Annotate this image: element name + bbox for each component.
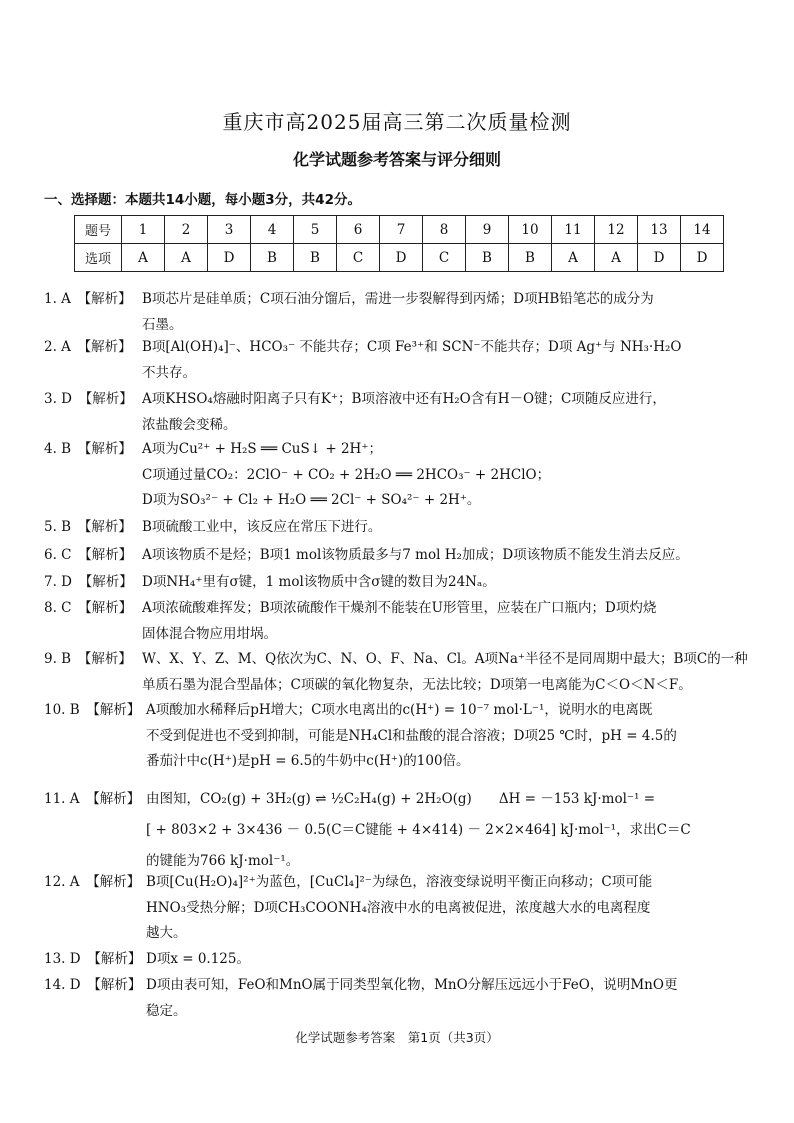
explanation-line: A项浓硫酸难挥发；B项浓硫酸作干燥剂不能装在U形管里，应装在广口瓶内；D项灼烧 — [142, 600, 657, 616]
answer-table — [74, 215, 724, 272]
explanation-line: B项[Al(OH)₄]⁻、HCO₃⁻ 不能共存；C项 Fe³⁺和 SCN⁻不能共存；D项 Ag⁺与 NH₃·H₂O — [142, 339, 682, 355]
question-number: 1 — [122, 216, 165, 244]
explanation-line: W、X、Y、Z、M、Q依次为C、N、O、F、Na、Cl。A项Na⁺半径不是同周期中最大；B项C的一种 — [142, 651, 748, 667]
answer-cell: A — [552, 244, 595, 272]
explanation-line: B项[Cu(H₂O)₄]²⁺为蓝色，[CuCl₄]²⁻为绿色，溶液变绿说明平衡正向移动；C项可能 — [146, 874, 653, 890]
explanation-line: 番茄汁中c(H⁺)是pH = 6.5的牛奶中c(H⁺)的100倍。 — [146, 753, 470, 769]
answer-number: 14. D 【解析】 — [44, 977, 142, 993]
answer-cell: D — [208, 244, 251, 272]
explanation-line: 单质石墨为混合型晶体；C项碳的氧化物复杂，无法比较；D项第一电离能为C＜O＜N＜F。 — [142, 676, 692, 693]
section-heading: 一、选择题：本题共14小题，每小题3分，共42分。 — [44, 192, 361, 208]
answer-cell: B — [466, 244, 509, 272]
explanation-line: A项酸加水稀释后pH增大；C项水电离出的c(H⁺) = 10⁻⁷ mol·L⁻¹，说明水的电离既 — [146, 702, 653, 718]
page-title: 重庆市高2025届高三第二次质量检测 — [222, 110, 572, 134]
answer-explanation — [44, 543, 752, 569]
question-number: 11 — [552, 216, 595, 244]
answer-number: 5. B 【解析】 — [44, 519, 132, 535]
answer-number: 4. B 【解析】 — [44, 441, 132, 457]
page-subtitle: 化学试题参考答案与评分细则 — [292, 150, 501, 169]
answer-cell: D — [638, 244, 681, 272]
answer-explanation — [44, 437, 752, 514]
answer-explanation — [44, 596, 752, 647]
explanation-line: A项为Cu²⁺ + H₂S ══ CuS↓ + 2H⁺； — [142, 441, 382, 457]
answer-number: 13. D 【解析】 — [44, 951, 142, 967]
explanation-line: B项硫酸工业中，该反应在常压下进行。 — [142, 519, 382, 535]
page-footer: 化学试题参考答案 第1页（共3页） — [295, 1030, 499, 1045]
question-number: 6 — [337, 216, 380, 244]
question-number: 8 — [423, 216, 466, 244]
question-number: 13 — [638, 216, 681, 244]
question-number: 5 — [294, 216, 337, 244]
row-label: 选项 — [75, 244, 122, 272]
answer-explanation — [44, 570, 752, 596]
answer-number: 10. B 【解析】 — [44, 702, 141, 718]
explanation-line: A项该物质不是烃；B项1 mol该物质最多与7 mol H₂加成；D项该物质不能发生消去反应。 — [142, 547, 689, 563]
answer-explanation — [44, 515, 752, 541]
explanation-line: D项由表可知，FeO和MnO属于同类型氧化物，MnO分解压远远小于FeO，说明MnO更 — [146, 977, 678, 993]
answer-explanation — [44, 387, 752, 438]
answer-number: 9. B 【解析】 — [44, 651, 132, 667]
answer-cell: D — [681, 244, 724, 272]
question-number: 4 — [251, 216, 294, 244]
answer-explanation — [44, 947, 752, 973]
answer-cell: C — [423, 244, 466, 272]
explanation-line: 浓盐酸会变稀。 — [142, 416, 237, 433]
explanation-line: D项为SO₃²⁻ + Cl₂ + H₂O ══ 2Cl⁻ + SO₄²⁻ + 2H⁺。 — [142, 492, 481, 508]
answer-number: 11. A 【解析】 — [44, 791, 141, 807]
answer-explanation — [44, 870, 752, 947]
answer-explanation — [44, 784, 752, 877]
explanation-line: D项x = 0.125。 — [146, 951, 250, 967]
question-number: 9 — [466, 216, 509, 244]
explanation-line: A项KHSO₄熔融时阳离子只有K⁺；B项溶液中还有H₂O含有H－O键；C项随反应进行， — [142, 391, 666, 407]
answer-number: 2. A 【解析】 — [44, 339, 132, 355]
answer-cell: B — [251, 244, 294, 272]
explanation-line: 固体混合物应用坩埚。 — [142, 625, 277, 642]
answer-explanation — [44, 973, 752, 1024]
answer-cell: B — [294, 244, 337, 272]
explanation-line: 不受到促进也不受到抑制，可能是NH₄Cl和盐酸的混合溶液；D项25 ℃时，pH = 4.5的 — [146, 727, 677, 744]
explanation-line: B项芯片是硅单质；C项石油分馏后，需进一步裂解得到丙烯；D项HB铅笔芯的成分为 — [142, 291, 654, 307]
answer-cell: A — [122, 244, 165, 272]
answer-number: 6. C 【解析】 — [44, 547, 133, 563]
question-number: 10 — [509, 216, 552, 244]
answer-cell: C — [337, 244, 380, 272]
explanation-line: [ + 803×2 + 3×436 － 0.5(C＝C键能 + 4×414) － 2×2×464] kJ·mol⁻¹，求出C＝C — [146, 822, 691, 838]
explanation-line: 不共存。 — [142, 364, 196, 381]
answer-number: 8. C 【解析】 — [44, 600, 133, 616]
answer-explanation — [44, 647, 752, 698]
explanation-line: HNO₃受热分解；D项CH₃COONH₄溶液中水的电离被促进，浓度越大水的电离程度 — [146, 899, 651, 916]
answer-explanation — [44, 335, 752, 386]
question-number: 3 — [208, 216, 251, 244]
answer-cell: D — [380, 244, 423, 272]
answer-row — [75, 244, 724, 272]
row-label: 题号 — [75, 216, 122, 244]
explanation-line: 越大。 — [146, 925, 187, 941]
question-number: 14 — [681, 216, 724, 244]
answer-number: 12. A 【解析】 — [44, 874, 141, 890]
question-number: 12 — [595, 216, 638, 244]
explanation-line: 稳定。 — [146, 1002, 187, 1019]
answer-explanation — [44, 287, 752, 338]
explanation-line: 由图知，CO₂(g) + 3H₂(g) ⇌ ½C₂H₄(g) + 2H₂O(g) ΔH = －153 kJ·mol⁻¹ = — [146, 791, 656, 807]
question-number: 7 — [380, 216, 423, 244]
explanation-line: D项NH₄⁺里有σ键，1 mol该物质中含σ键的数目为24Nₐ。 — [142, 574, 496, 590]
answer-number: 3. D 【解析】 — [44, 391, 133, 407]
answer-cell: B — [509, 244, 552, 272]
question-number-row — [75, 216, 724, 244]
answer-number: 1. A 【解析】 — [44, 291, 132, 307]
explanation-line: 石墨。 — [142, 316, 183, 333]
answer-explanation — [44, 698, 752, 775]
explanation-line: 的键能为766 kJ·mol⁻¹。 — [146, 853, 300, 869]
question-number: 2 — [165, 216, 208, 244]
answer-cell: A — [595, 244, 638, 272]
answer-cell: A — [165, 244, 208, 272]
answer-number: 7. D 【解析】 — [44, 574, 133, 590]
explanation-line: C项通过量CO₂：2ClO⁻ + CO₂ + 2H₂O ══ 2HCO₃⁻ + 2HClO； — [142, 466, 551, 483]
